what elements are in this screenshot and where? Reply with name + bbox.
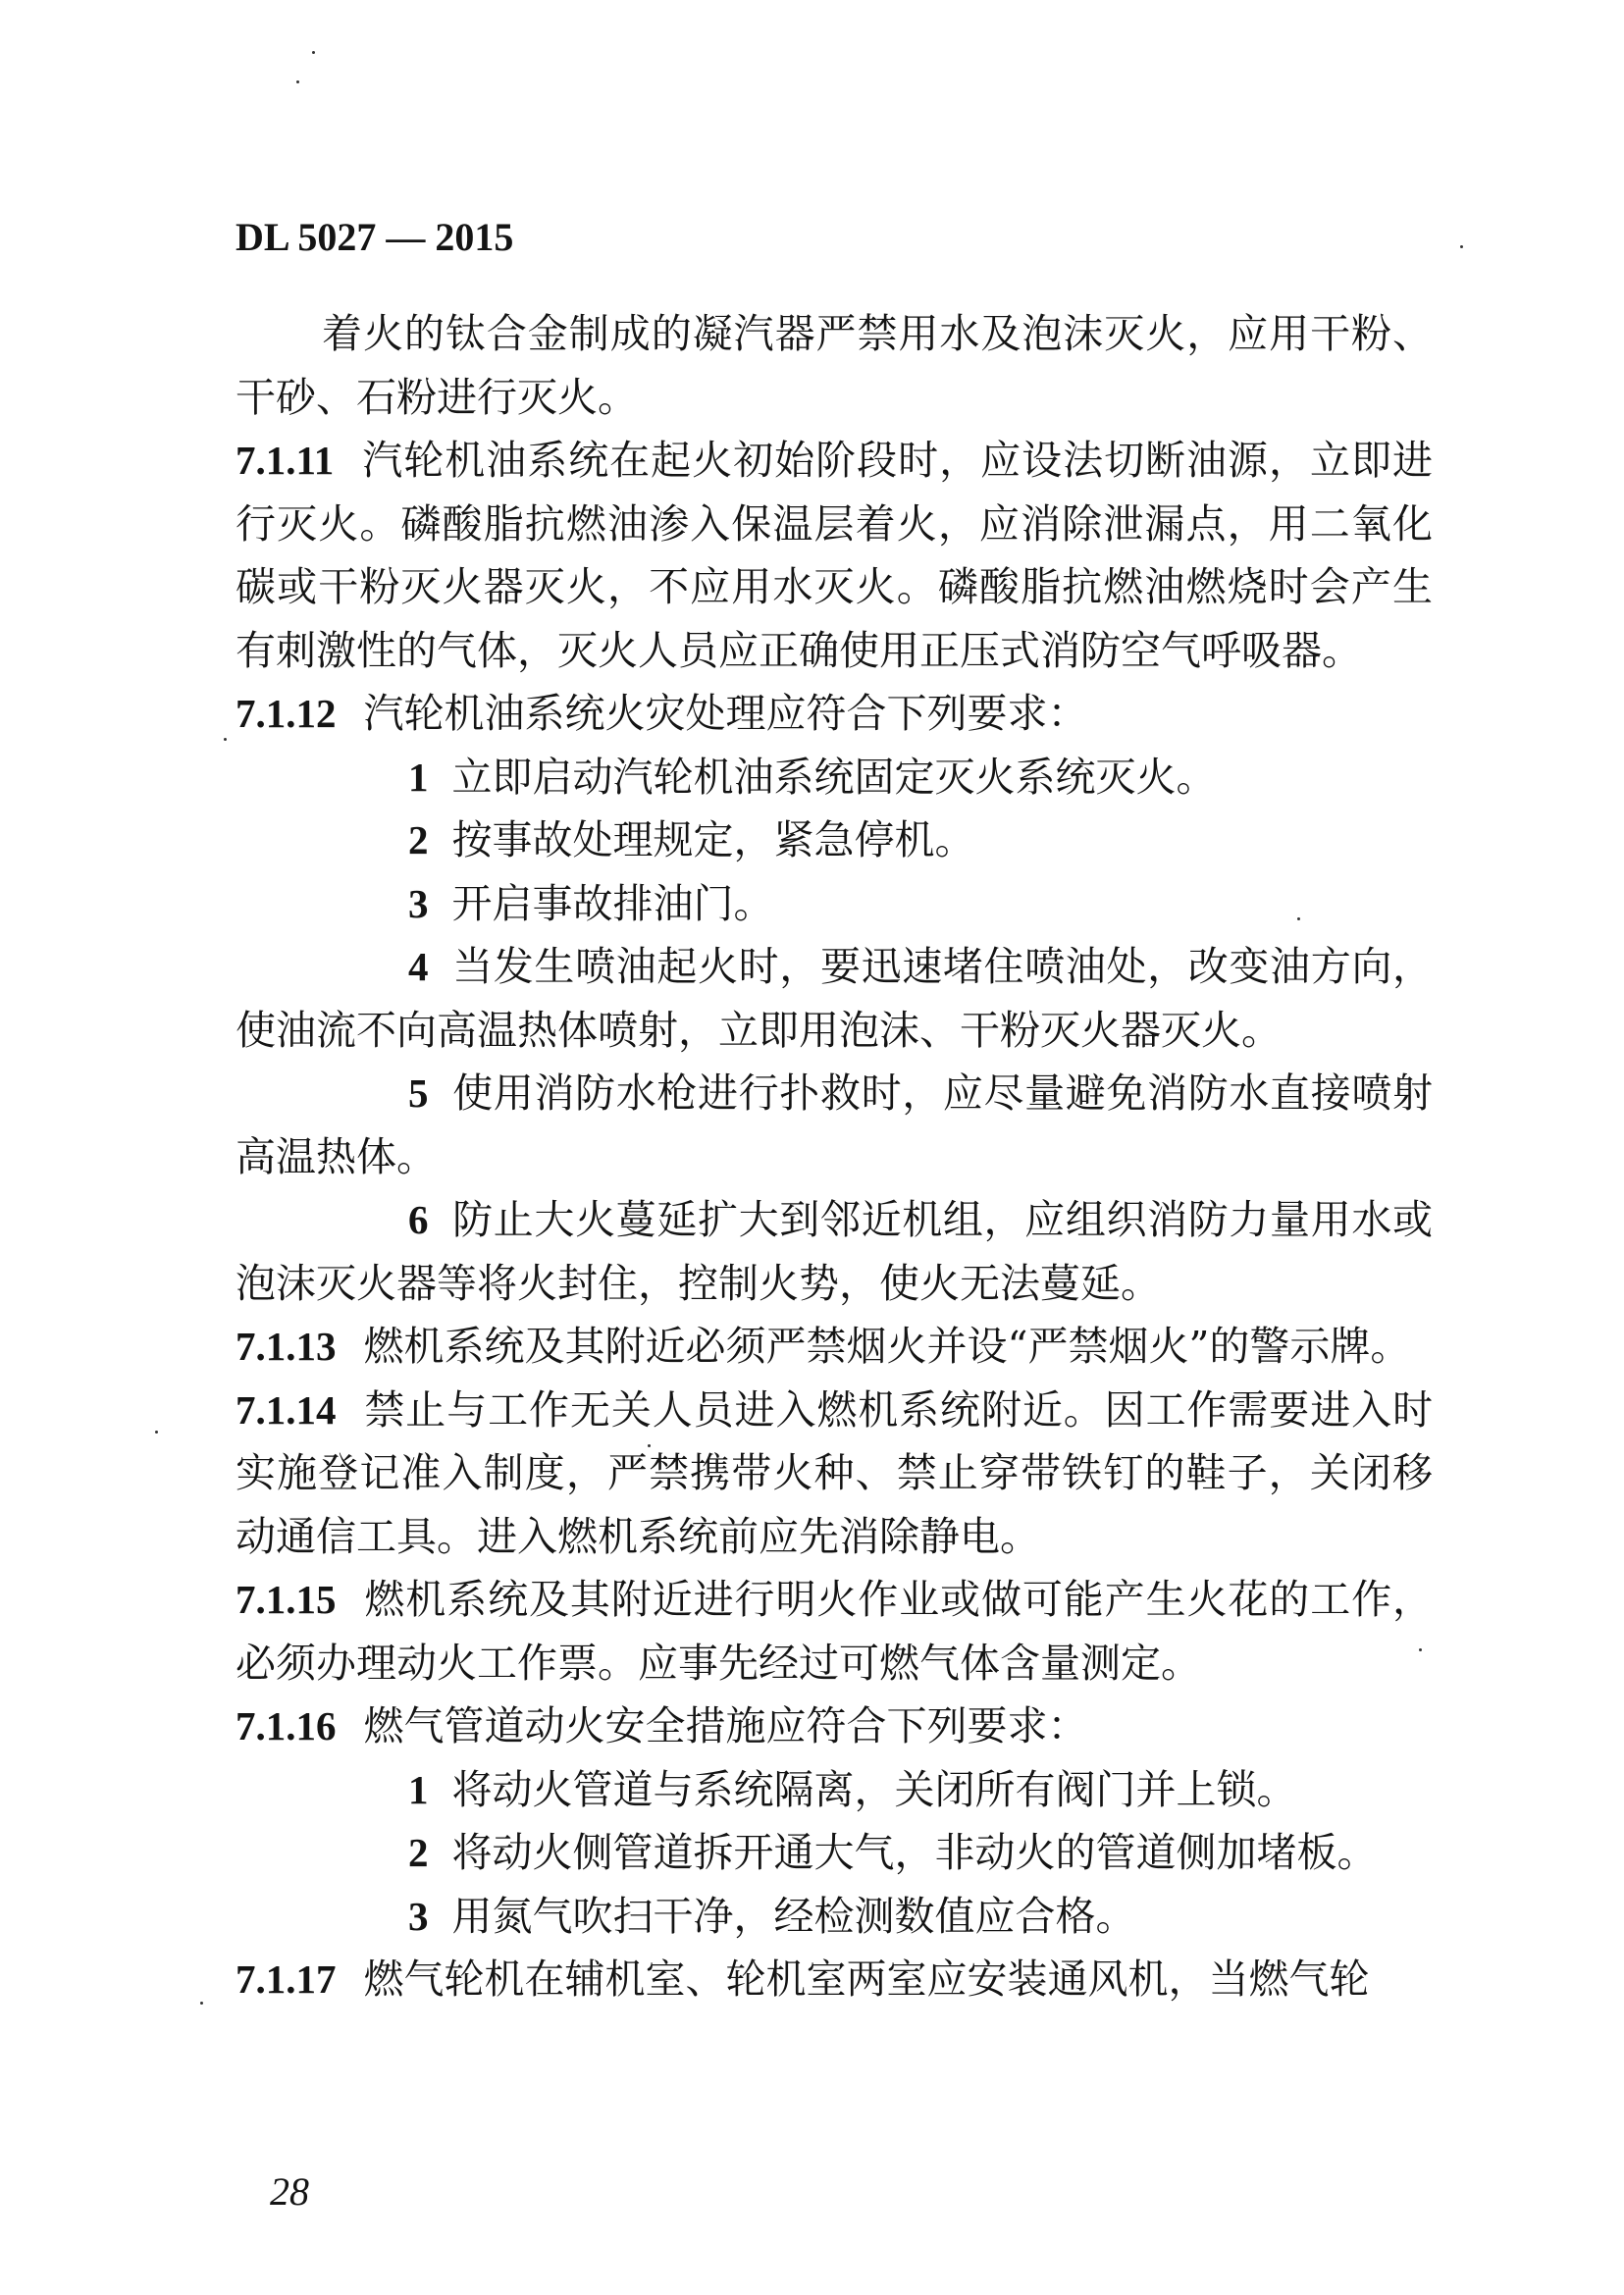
list-item bbox=[236, 1758, 1433, 1822]
list-item-number: 1 bbox=[408, 1766, 429, 1812]
standard-code-header: DL 5027 — 2015 bbox=[236, 215, 514, 259]
paragraph-text: 将动火侧管道拆开通大气，非动火的管道侧加堵板。 bbox=[451, 1829, 1378, 1876]
paragraph-text: 用氮气吹扫干净，经检测数值应合格。 bbox=[451, 1892, 1136, 1940]
scan-speck bbox=[648, 1444, 651, 1447]
clause-7-1-11 bbox=[236, 429, 1433, 682]
paragraph-text: 使用消防水枪进行扑救时，应尽量避免消防水直接喷射高温热体。 bbox=[236, 1069, 1433, 1180]
list-item-number: 2 bbox=[408, 1830, 429, 1875]
clause-number: 7.1.12 bbox=[236, 691, 337, 736]
scan-speck bbox=[1419, 1648, 1422, 1651]
scan-speck bbox=[200, 2002, 203, 2005]
paragraph-text: 燃机系统及其附近必须严禁烟火并设“严禁烟火”的警示牌。 bbox=[363, 1323, 1411, 1370]
list-item-number: 2 bbox=[408, 817, 429, 862]
clause-number: 7.1.16 bbox=[236, 1703, 337, 1748]
paragraph-text: 防止大火蔓延扩大到邻近机组，应组织消防力量用水或泡沫灭火器等将火封住，控制火势，使火无法蔓延。 bbox=[236, 1196, 1433, 1307]
list-item bbox=[236, 935, 1433, 1062]
paragraph-text: 按事故处理规定，紧急停机。 bbox=[451, 816, 975, 863]
list-item bbox=[236, 872, 1433, 936]
continued-paragraph bbox=[236, 302, 1433, 429]
clause-number: 7.1.14 bbox=[236, 1386, 337, 1433]
clause-7-1-14 bbox=[236, 1379, 1433, 1569]
clause-7-1-15 bbox=[236, 1568, 1433, 1695]
list-item bbox=[236, 1885, 1433, 1949]
list-item bbox=[236, 746, 1433, 809]
clause-7-1-17 bbox=[236, 1948, 1433, 2011]
scan-speck bbox=[224, 738, 227, 741]
list-item bbox=[236, 1062, 1433, 1188]
list-item-number: 4 bbox=[408, 944, 429, 989]
paragraph-text: 开启事故排油门。 bbox=[451, 879, 774, 927]
paragraph-text: 禁止与工作无关人员进入燃机系统附近。因工作需要进入时实施登记准入制度，严禁携带火种、禁止穿带铁钉的鞋子，关闭移动通信工具。进入燃机系统前应先消除静电。 bbox=[236, 1385, 1433, 1560]
scan-speck bbox=[1297, 917, 1300, 920]
scan-speck bbox=[1460, 245, 1463, 248]
scan-speck bbox=[312, 51, 315, 54]
paragraph-text: 汽轮机油系统在起火初始阶段时，应设法切断油源，立即进行灭火。磷酸脂抗燃油渗入保温层着火，应消除泄漏点，用二氧化碳或干粉灭火器灭火，不应用水灭火。磷酸脂抗燃油燃烧时会产生有刺激性的气体，灭火人员应正确使用正压式消防空气呼吸器。 bbox=[236, 437, 1433, 674]
clause-number: 7.1.13 bbox=[236, 1324, 337, 1369]
paragraph-text: 立即启动汽轮机油系统固定灭火系统灭火。 bbox=[451, 753, 1217, 801]
page-number: 28 bbox=[270, 2169, 309, 2214]
body-text bbox=[236, 302, 1433, 2011]
paragraph-text: 燃气管道动火安全措施应符合下列要求： bbox=[363, 1702, 1088, 1749]
list-item-number: 5 bbox=[408, 1070, 429, 1116]
scan-speck bbox=[155, 1431, 158, 1434]
list-item-number: 1 bbox=[408, 754, 429, 800]
paragraph-text: 燃气轮机在辅机室、轮机室两室应安装通风机，当燃气轮 bbox=[363, 1956, 1370, 2003]
clause-7-1-16 bbox=[236, 1695, 1433, 1758]
scan-speck bbox=[296, 80, 299, 83]
paragraph-text: 着火的钛合金制成的凝汽器严禁用水及泡沫灭火，应用干粉、干砂、石粉进行灭火。 bbox=[236, 310, 1433, 421]
paragraph-text: 将动火管道与系统隔离，关闭所有阀门并上锁。 bbox=[451, 1765, 1297, 1813]
paragraph-text: 当发生喷油起火时，要迅速堵住喷油处，改变油方向，使油流不向高温热体喷射，立即用泡沫、干粉灭火器灭火。 bbox=[236, 943, 1433, 1054]
clause-7-1-13 bbox=[236, 1315, 1433, 1379]
clause-7-1-12 bbox=[236, 682, 1433, 746]
list-item bbox=[236, 808, 1433, 872]
clause-number: 7.1.15 bbox=[236, 1577, 337, 1622]
list-item bbox=[236, 1188, 1433, 1315]
paragraph-text: 汽轮机油系统火灾处理应符合下列要求： bbox=[363, 690, 1088, 737]
clause-number: 7.1.11 bbox=[236, 438, 335, 483]
list-item-number: 3 bbox=[408, 880, 429, 926]
list-item-number: 3 bbox=[408, 1893, 429, 1939]
paragraph-text: 燃机系统及其附近进行明火作业或做可能产生火花的工作，必须办理动火工作票。应事先经过可燃气体含量测定。 bbox=[236, 1576, 1433, 1687]
list-item bbox=[236, 1821, 1433, 1885]
list-item-number: 6 bbox=[408, 1197, 429, 1242]
clause-number: 7.1.17 bbox=[236, 1956, 337, 2002]
